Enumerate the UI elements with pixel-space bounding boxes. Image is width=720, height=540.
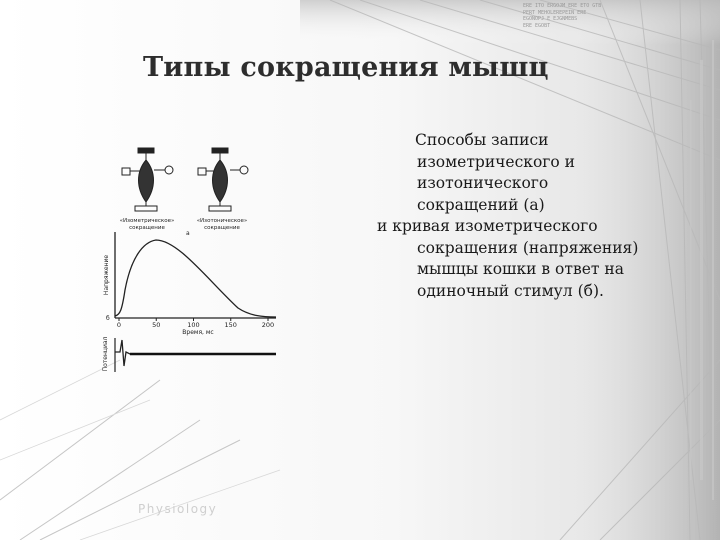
potential-axis-label: Потенциал <box>102 336 109 372</box>
x-tick-label: 100 <box>187 321 200 329</box>
potential-graph <box>102 336 276 372</box>
label-a: а <box>186 230 190 237</box>
body-line: изометрического и <box>417 152 576 171</box>
y-axis-label: Напряжение <box>103 254 110 296</box>
body-line: и кривая изометрического <box>377 217 598 235</box>
isometric-apparatus <box>122 148 173 211</box>
tension-curve <box>115 240 276 317</box>
tension-graph <box>103 232 276 336</box>
right-caption-line1: «Изотоническое» <box>196 218 248 224</box>
x-tick-label: 200 <box>261 321 275 329</box>
corner-text-line: PERT MEHOLEREPEIN ERE <box>523 9 587 16</box>
right-caption-line2: сокращение <box>204 225 240 231</box>
left-caption-line1: «Изометрическое» <box>119 218 175 224</box>
x-tick-label: 50 <box>152 321 161 329</box>
corner-small-text <box>523 3 601 29</box>
body-line: Способы записи <box>415 131 549 149</box>
muscle-contraction-figure <box>98 140 288 380</box>
body-line: изотонического <box>417 174 549 192</box>
left-caption-line2: сокращение <box>129 225 165 231</box>
corner-text-line: EGONOPJ E EJGNMEBS <box>523 16 578 22</box>
x-tick-group <box>117 318 274 329</box>
label-b: б <box>106 315 110 322</box>
slide-title: Типы сокращения мышц <box>143 52 549 83</box>
x-tick-label: 150 <box>224 321 237 329</box>
slide-body-text <box>377 130 677 302</box>
x-axis-label: Время, мс <box>182 329 214 336</box>
body-line: сокращений (а) <box>417 195 545 214</box>
corner-text-line: ERE EGOBT <box>523 22 551 29</box>
watermark-text: Physiology <box>138 502 218 516</box>
body-line: одиночный стимул (б). <box>417 281 604 300</box>
body-line: мышцы кошки в ответ на <box>417 260 624 278</box>
corner-text-line: ERE ITO ERGOJM ERE ETO GTB <box>523 3 602 9</box>
x-tick-label: 0 <box>116 321 122 329</box>
isotonic-apparatus <box>198 148 248 211</box>
body-line: сокращения (напряжения) <box>417 238 639 257</box>
